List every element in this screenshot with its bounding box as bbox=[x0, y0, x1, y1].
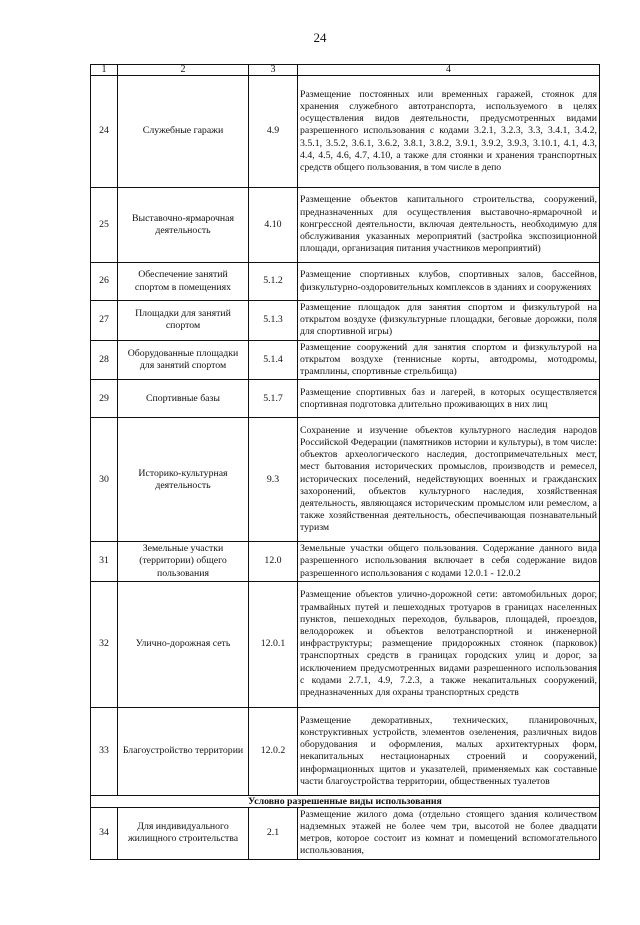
land-use-code: 5.1.7 bbox=[249, 380, 298, 418]
table-row bbox=[91, 301, 600, 341]
land-use-name: Улично-дорожная сеть bbox=[118, 581, 249, 707]
land-use-description: Размещение объектов капитального строительства, сооружений, предназначенных для осуществления выставочно-ярмарочной и конгрессной деятельности, включая деятельность, необходимую для обслуживания указанных мероприятий (застройка экспозиционной площади, организация питания участников мероприятий) bbox=[298, 188, 600, 263]
land-use-name: Выставочно-ярмарочная деятельность bbox=[118, 188, 249, 263]
land-use-code: 12.0.1 bbox=[249, 581, 298, 707]
section-title: Условно разрешенные виды использования bbox=[91, 795, 600, 807]
row-number: 34 bbox=[91, 807, 118, 859]
land-use-code: 4.10 bbox=[249, 188, 298, 263]
header-cell: 4 bbox=[298, 65, 600, 76]
table-row bbox=[91, 188, 600, 263]
land-use-code: 12.0.2 bbox=[249, 707, 298, 795]
row-number: 32 bbox=[91, 581, 118, 707]
land-use-code: 2.1 bbox=[249, 807, 298, 859]
land-use-name: Историко-культурная деятельность bbox=[118, 418, 249, 542]
row-number: 27 bbox=[91, 301, 118, 341]
row-number: 33 bbox=[91, 707, 118, 795]
land-use-code: 4.9 bbox=[249, 76, 298, 188]
land-use-table bbox=[90, 64, 600, 860]
table-row bbox=[91, 581, 600, 707]
land-use-code: 5.1.3 bbox=[249, 301, 298, 341]
land-use-code: 5.1.2 bbox=[249, 263, 298, 301]
land-use-code: 9.3 bbox=[249, 418, 298, 542]
land-use-name: Обеспечение занятий спортом в помещениях bbox=[118, 263, 249, 301]
page-number: 24 bbox=[313, 30, 327, 45]
table-row bbox=[91, 542, 600, 582]
row-number: 30 bbox=[91, 418, 118, 542]
land-use-description: Размещение спортивных баз и лагерей, в которых осуществляется спортивная подготовка длительно проживающих в них лиц bbox=[298, 380, 600, 418]
land-use-code: 12.0 bbox=[249, 542, 298, 582]
row-number: 29 bbox=[91, 380, 118, 418]
land-use-description: Размещение сооружений для занятия спортом и физкультурой на открытом воздухе (теннисные корты, автодромы, мотодромы, трамплины, спортивные стрельбища) bbox=[298, 340, 600, 380]
land-use-description: Размещение спортивных клубов, спортивных залов, бассейнов, физкультурно-оздоровительных комплексов в зданиях и сооружениях bbox=[298, 263, 600, 301]
header-cell: 1 bbox=[91, 65, 118, 76]
land-use-description: Размещение жилого дома (отдельно стоящего здания количеством надземных этажей не более чем три, высотой не более двадцати метров, которое состоит из комнат и помещений вспомогательного использования, bbox=[298, 807, 600, 859]
row-number: 31 bbox=[91, 542, 118, 582]
table-header-row bbox=[91, 65, 600, 76]
land-use-description: Размещение постоянных или временных гаражей, стоянок для хранения служебного автотранспорта, используемого в целях осуществления видов деятельности, предусмотренных видами разрешенного использования с кодами 3.2.1, 3.2.3, 3.3, 3.4.1, 3.4.2, 3.5.1, 3.5.2, 3.6.1, 3.6.2, 3.8.1, 3.8.2, 3.9.1, 3.9.2, 3.9.3, 3.10.1, 4.1, 4.3, 4.4, 4.5, 4.6, 4.7, 4.10, а также для стоянки и хранения транспортных средств общего пользования, в том числе в депо bbox=[298, 76, 600, 188]
land-use-description: Размещение объектов улично-дорожной сети: автомобильных дорог, трамвайных путей и пешеходных тротуаров в границах населенных пунктов, пешеходных переходов, бульваров, площадей, проездов, велодорожек и объектов велотранспортной и инженерной инфраструктуры; размещение придорожных стоянок (парковок) транспортных средств в границах городских улиц и дорог, за исключением предусмотренных видами разрешенного использования с кодами 2.7.1, 4.9, 7.2.3, а также некапитальных сооружений, предназначенных для охраны транспортных средств bbox=[298, 581, 600, 707]
section-header-row bbox=[91, 795, 600, 807]
header-cell: 2 bbox=[118, 65, 249, 76]
land-use-name: Земельные участки (территории) общего пользования bbox=[118, 542, 249, 582]
table-row bbox=[91, 340, 600, 380]
header-cell: 3 bbox=[249, 65, 298, 76]
row-number: 28 bbox=[91, 340, 118, 380]
table-row bbox=[91, 76, 600, 188]
table-row bbox=[91, 380, 600, 418]
land-use-name: Служебные гаражи bbox=[118, 76, 249, 188]
row-number: 25 bbox=[91, 188, 118, 263]
row-number: 24 bbox=[91, 76, 118, 188]
land-use-name: Площадки для занятий спортом bbox=[118, 301, 249, 341]
land-use-name: Для индивидуального жилищного строительства bbox=[118, 807, 249, 859]
land-use-description: Сохранение и изучение объектов культурного наследия народов Российской Федерации (памятников истории и культуры), в том числе: объектов археологического наследия, достопримечательных мест, мест бытования исторических промыслов, производств и ремесел, исторических поселений, недействующих военных и гражданских захоронений, объектов культурного наследия, хозяйственная деятельность, являющаяся историческим промыслом или ремеслом, а также хозяйственная деятельность, обеспечивающая познавательный туризм bbox=[298, 418, 600, 542]
table-row bbox=[91, 807, 600, 859]
row-number: 26 bbox=[91, 263, 118, 301]
table-row bbox=[91, 418, 600, 542]
land-use-code: 5.1.4 bbox=[249, 340, 298, 380]
land-use-description: Размещение декоративных, технических, планировочных, конструктивных устройств, элементов озеленения, различных видов оборудования и оформления, малых архитектурных форм, некапитальных нестационарных строений и сооружений, информационных щитов и указателей, применяемых как составные части благоустройства территории, общественных туалетов bbox=[298, 707, 600, 795]
land-use-description: Земельные участки общего пользования. Содержание данного вида разрешенного использования включает в себя содержание видов разрешенного использования с кодами 12.0.1 - 12.0.2 bbox=[298, 542, 600, 582]
land-use-name: Спортивные базы bbox=[118, 380, 249, 418]
land-use-description: Размещение площадок для занятия спортом и физкультурой на открытом воздухе (физкультурные площадки, беговые дорожки, поля для спортивной игры) bbox=[298, 301, 600, 341]
table-row bbox=[91, 707, 600, 795]
land-use-name: Оборудованные площадки для занятий спортом bbox=[118, 340, 249, 380]
land-use-name: Благоустройство территории bbox=[118, 707, 249, 795]
table-row bbox=[91, 263, 600, 301]
